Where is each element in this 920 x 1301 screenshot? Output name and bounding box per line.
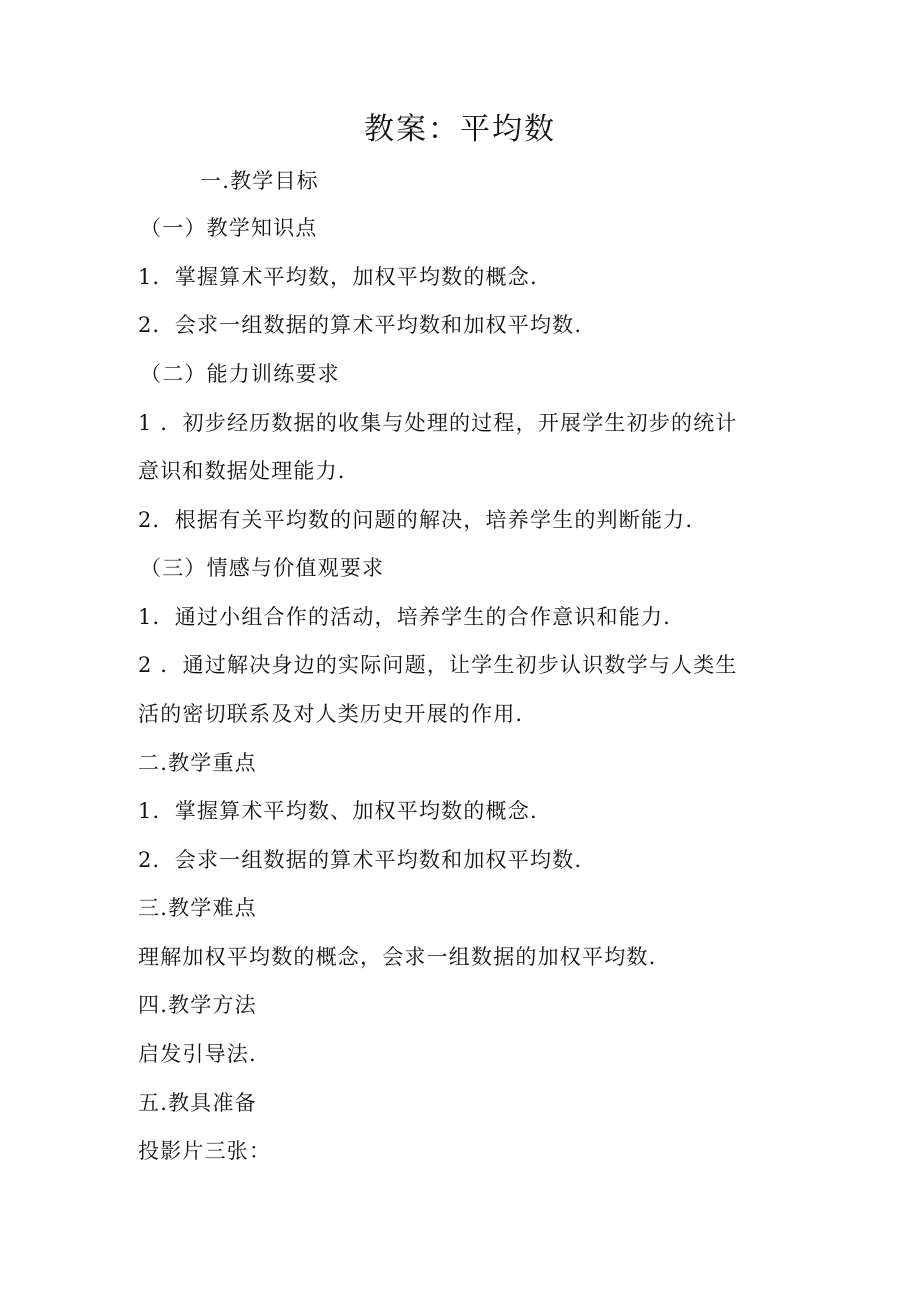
paragraph-line: 1．掌握算术平均数、加权平均数的概念. xyxy=(138,799,538,823)
paragraph-line: 1 ．初步经历数据的收集与处理的过程，开展学生初步的统计 xyxy=(138,411,738,435)
subsection-heading-values: （三）情感与价值观要求 xyxy=(140,556,385,580)
section-heading-key-points: 二.教学重点 xyxy=(138,751,257,775)
section-heading-methods: 四.教学方法 xyxy=(138,993,257,1017)
paragraph-line: 1．掌握算术平均数，加权平均数的概念. xyxy=(138,265,538,289)
paragraph-line: 2．会求一组数据的算术平均数和加权平均数. xyxy=(138,313,583,337)
paragraph-line: 2 ．通过解决身边的实际问题，让学生初步认识数学与人类生 xyxy=(138,653,738,677)
paragraph-line: 1．通过小组合作的活动，培养学生的合作意识和能力. xyxy=(138,605,672,629)
section-heading-materials: 五.教具准备 xyxy=(138,1091,257,1115)
section-heading-difficulties: 三.教学难点 xyxy=(138,896,257,920)
subsection-heading-ability: （二）能力训练要求 xyxy=(140,362,340,386)
paragraph-line: 活的密切联系及对人类历史开展的作用. xyxy=(138,702,524,726)
paragraph-line: 2．根据有关平均数的问题的解决，培养学生的判断能力. xyxy=(138,508,694,532)
paragraph-line: 启发引导法. xyxy=(138,1042,257,1066)
paragraph-line: 理解加权平均数的概念，会求一组数据的加权平均数. xyxy=(138,945,657,969)
paragraph-line: 2．会求一组数据的算术平均数和加权平均数. xyxy=(138,848,583,872)
subsection-heading-knowledge: （一）教学知识点 xyxy=(140,216,318,240)
paragraph-line: 意识和数据处理能力. xyxy=(138,459,346,483)
section-heading-objectives: 一.教学目标 xyxy=(200,169,319,193)
paragraph-line: 投影片三张： xyxy=(138,1139,272,1163)
document-title: 教案：平均数 xyxy=(364,112,556,147)
